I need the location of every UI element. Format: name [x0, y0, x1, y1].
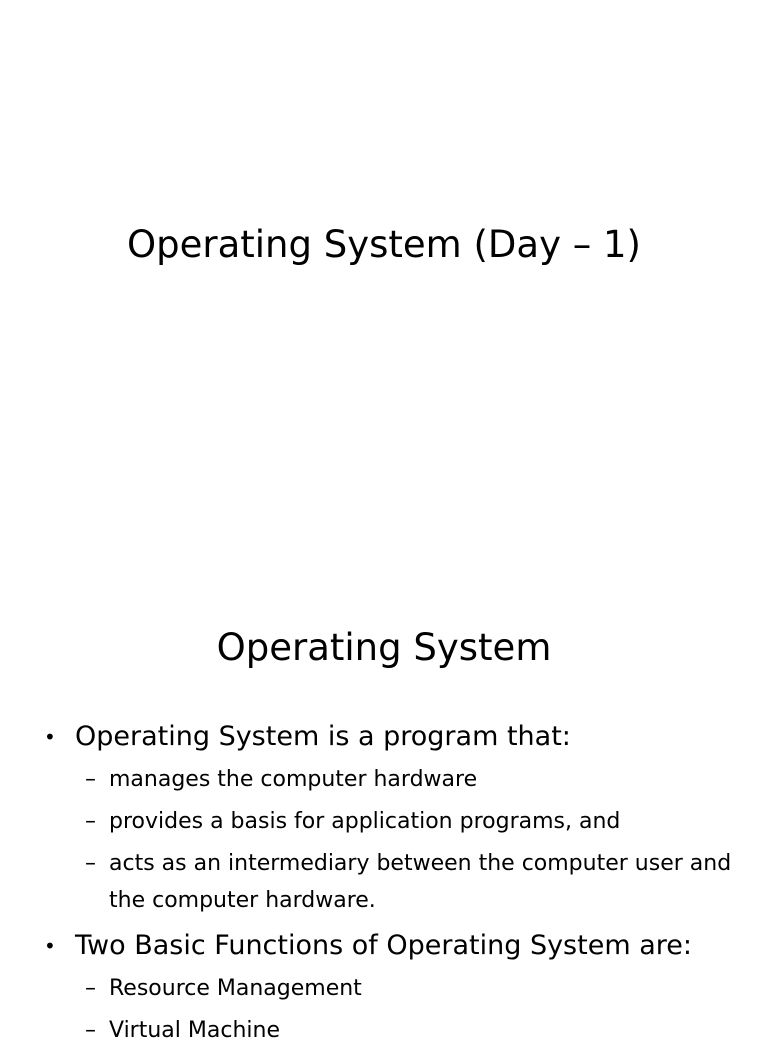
sub-bullet-text: provides a basis for application programs, and: [109, 809, 621, 834]
sub-bullet-text: manages the computer hardware: [109, 767, 478, 792]
sub-bullet-text: Virtual Machine: [109, 1018, 280, 1043]
sub-bullet-marker: –: [85, 851, 96, 876]
slide-title: Operating System (Day – 1): [127, 223, 641, 266]
sub-bullet-marker: –: [85, 976, 96, 1001]
sub-bullet-marker: –: [85, 809, 96, 834]
slide-2: [0, 576, 768, 1043]
sub-bullet-marker: –: [85, 1018, 96, 1043]
sub-bullet-text: Resource Management: [109, 976, 362, 1001]
bullet-text: Operating System is a program that:: [75, 721, 571, 752]
sub-bullet-text: acts as an intermediary between the computer user and the computer hardware.: [109, 851, 732, 913]
sub-bullet-marker: –: [85, 767, 96, 792]
bullet-marker: •: [44, 725, 56, 749]
bullet-marker: •: [44, 934, 56, 958]
bullet-list: [0, 576, 768, 1043]
slide-title: Operating System: [216, 626, 552, 669]
bullet-text: Two Basic Functions of Operating System are:: [75, 930, 692, 961]
